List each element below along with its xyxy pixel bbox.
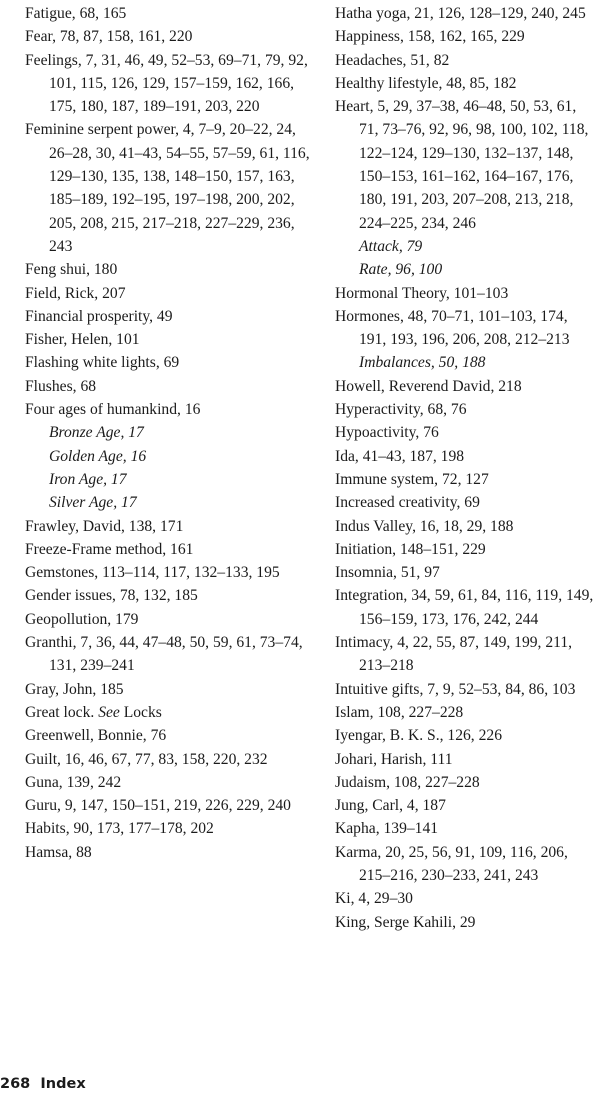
entry-text: Granthi, 7, 36, 44, 47–48, 50, 59, 61, 73–74, 131, 239–241 <box>25 634 303 675</box>
index-subentry <box>335 258 597 281</box>
entry-text: Increased creativity, 69 <box>335 494 480 512</box>
entry-text: Islam, 108, 227–228 <box>335 703 464 721</box>
index-entry <box>25 118 315 258</box>
entry-text: Fear, 78, 87, 158, 161, 220 <box>25 28 193 46</box>
index-entry <box>25 49 315 119</box>
index-entry <box>25 771 315 794</box>
entry-text: Attack, 79 <box>359 237 423 255</box>
entry-text: Flushes, 68 <box>25 377 97 395</box>
index-entry <box>335 468 597 491</box>
entry-text: Immune system, 72, 127 <box>335 470 489 488</box>
index-entry <box>25 398 315 421</box>
entry-text: Indus Valley, 16, 18, 29, 188 <box>335 517 514 535</box>
index-entry <box>335 887 597 910</box>
entry-text: Iron Age, 17 <box>49 470 127 488</box>
entry-text: Gender issues, 78, 132, 185 <box>25 587 198 605</box>
entry-text: Hyperactivity, 68, 76 <box>335 401 467 419</box>
entry-text: Initiation, 148–151, 229 <box>335 540 486 558</box>
index-entry <box>335 305 597 352</box>
index-entry <box>335 561 597 584</box>
entry-text: Four ages of humankind, 16 <box>25 401 201 419</box>
entry-text: Hormonal Theory, 101–103 <box>335 284 509 302</box>
entry-text: Howell, Reverend David, 218 <box>335 377 522 395</box>
index-entry <box>25 701 315 724</box>
entry-text: Hypoactivity, 76 <box>335 424 439 442</box>
entry-text: Frawley, David, 138, 171 <box>25 517 184 535</box>
entry-text: Great lock. <box>25 703 95 721</box>
index-subentry <box>25 421 315 444</box>
entry-text: Bronze Age, 17 <box>49 424 144 442</box>
index-entry <box>335 445 597 468</box>
entry-text: Feminine serpent power, 4, 7–9, 20–22, 24, 26–28, 30, 41–43, 54–55, 57–59, 61, 116, 129–130, 135, 138, 148–150, 157, 163, 185–189, 192–195, 197–198, 200, 202, 205, 208, 215, 217–218, 227–229, 236, 243 <box>25 121 310 255</box>
entry-text: Feelings, 7, 31, 46, 49, 52–53, 69–71, 79, 92, 101, 115, 126, 129, 157–159, 162, 166, 175, 180, 187, 189–191, 203, 220 <box>25 51 308 116</box>
entry-text: Hamsa, 88 <box>25 843 92 861</box>
index-entry <box>335 748 597 771</box>
index-entry <box>25 748 315 771</box>
entry-text: Golden Age, 16 <box>49 447 147 465</box>
page-number: 268 <box>0 1076 31 1092</box>
entry-text: Hormones, 48, 70–71, 101–103, 174, 191, 193, 196, 206, 208, 212–213 <box>335 307 570 349</box>
entry-text: Greenwell, Bonnie, 76 <box>25 727 167 745</box>
index-entry <box>25 258 315 281</box>
section-label: Index <box>40 1076 86 1092</box>
entry-text: Integration, 34, 59, 61, 84, 116, 119, 149, 156–159, 173, 176, 242, 244 <box>335 587 594 628</box>
entry-text: Habits, 90, 173, 177–178, 202 <box>25 820 214 838</box>
index-entry <box>335 584 597 631</box>
index-entry <box>25 631 315 678</box>
entry-text: Healthy lifestyle, 48, 85, 182 <box>335 74 517 92</box>
index-subentry <box>25 445 315 468</box>
entry-text: Feng shui, 180 <box>25 261 118 279</box>
entry-text: Intimacy, 4, 22, 55, 87, 149, 199, 211, 213–218 <box>335 634 573 675</box>
index-entry <box>335 771 597 794</box>
index-entry <box>335 631 597 678</box>
entry-text: Guna, 139, 242 <box>25 773 122 791</box>
entry-text: Iyengar, B. K. S., 126, 226 <box>335 727 502 745</box>
index-entry <box>335 375 597 398</box>
entry-text: Headaches, 51, 82 <box>335 51 450 69</box>
index-entry <box>25 351 315 374</box>
index-entry <box>335 515 597 538</box>
index-subentry <box>25 468 315 491</box>
index-entry <box>335 491 597 514</box>
entry-text: Field, Rick, 207 <box>25 284 126 302</box>
index-entry <box>25 538 315 561</box>
index-entry <box>25 817 315 840</box>
index-entry <box>25 375 315 398</box>
entry-text: Intuitive gifts, 7, 9, 52–53, 84, 86, 103 <box>335 680 576 698</box>
index-entry <box>335 817 597 840</box>
entry-text: Johari, Harish, 111 <box>335 750 453 768</box>
entry-text: Insomnia, 51, 97 <box>335 564 440 582</box>
index-entry <box>335 49 597 72</box>
entry-text: Fatigue, 68, 165 <box>25 5 127 22</box>
entry-text: Flashing white lights, 69 <box>25 354 180 372</box>
index-entry <box>25 282 315 305</box>
index-entry <box>25 515 315 538</box>
entry-text: Kapha, 139–141 <box>335 820 439 838</box>
page-footer <box>0 1076 86 1092</box>
entry-text: Silver Age, 17 <box>49 494 137 512</box>
index-entry <box>25 794 315 817</box>
entry-text: Gemstones, 113–114, 117, 132–133, 195 <box>25 564 280 582</box>
index-subentry <box>25 491 315 514</box>
index-entry <box>335 701 597 724</box>
entry-text: Ki, 4, 29–30 <box>335 890 413 908</box>
entry-text: Gray, John, 185 <box>25 680 124 698</box>
index-entry <box>335 72 597 95</box>
index-entry <box>335 2 597 25</box>
entry-text: Hatha yoga, 21, 126, 128–129, 240, 245 <box>335 5 586 22</box>
entry-text: Heart, 5, 29, 37–38, 46–48, 50, 53, 61, 71, 73–76, 92, 96, 98, 100, 102, 118, 122–124, 129–130, 132–137, 148, 150–153, 161–162, 164–167, 176, 180, 191, 203, 207–208, 213, 218, 224–225, 234, 246 <box>335 98 589 232</box>
entry-text: Financial prosperity, 49 <box>25 307 173 325</box>
index-entry <box>335 911 597 934</box>
index-entry <box>335 282 597 305</box>
see-reference: See <box>98 703 120 721</box>
index-column-left <box>25 2 315 864</box>
index-column-right <box>335 2 597 934</box>
index-entry <box>25 584 315 607</box>
index-entry <box>335 421 597 444</box>
index-entry <box>335 398 597 421</box>
index-entry <box>335 724 597 747</box>
index-subentry <box>335 235 597 258</box>
entry-text: Rate, 96, 100 <box>359 261 443 279</box>
entry-text: Guilt, 16, 46, 67, 77, 83, 158, 220, 232 <box>25 750 268 768</box>
index-entry <box>25 678 315 701</box>
entry-text: Imbalances, 50, 188 <box>359 354 486 372</box>
index-entry <box>335 538 597 561</box>
entry-text: Fisher, Helen, 101 <box>25 331 140 349</box>
entry-text: Happiness, 158, 162, 165, 229 <box>335 28 525 46</box>
index-entry <box>25 841 315 864</box>
index-entry <box>335 794 597 817</box>
index-entry <box>25 2 315 25</box>
entry-text: Karma, 20, 25, 56, 91, 109, 116, 206, 215–216, 230–233, 241, 243 <box>335 843 568 884</box>
index-subentry <box>335 351 597 374</box>
index-entry <box>25 608 315 631</box>
entry-text: Freeze-Frame method, 161 <box>25 540 194 558</box>
entry-text: King, Serge Kahili, 29 <box>335 913 476 931</box>
index-entry <box>25 305 315 328</box>
index-entry <box>335 678 597 701</box>
index-entry <box>25 328 315 351</box>
entry-text: Geopollution, 179 <box>25 610 139 628</box>
entry-text: Guru, 9, 147, 150–151, 219, 226, 229, 240 <box>25 797 291 815</box>
index-entry <box>335 841 597 888</box>
index-entry <box>25 724 315 747</box>
entry-text: Ida, 41–43, 187, 198 <box>335 447 465 465</box>
entry-text: Jung, Carl, 4, 187 <box>335 797 446 815</box>
index-entry <box>335 25 597 48</box>
index-entry <box>335 95 597 235</box>
index-entry <box>25 561 315 584</box>
see-target: Locks <box>123 703 162 721</box>
entry-text: Judaism, 108, 227–228 <box>335 773 480 791</box>
index-entry <box>25 25 315 48</box>
